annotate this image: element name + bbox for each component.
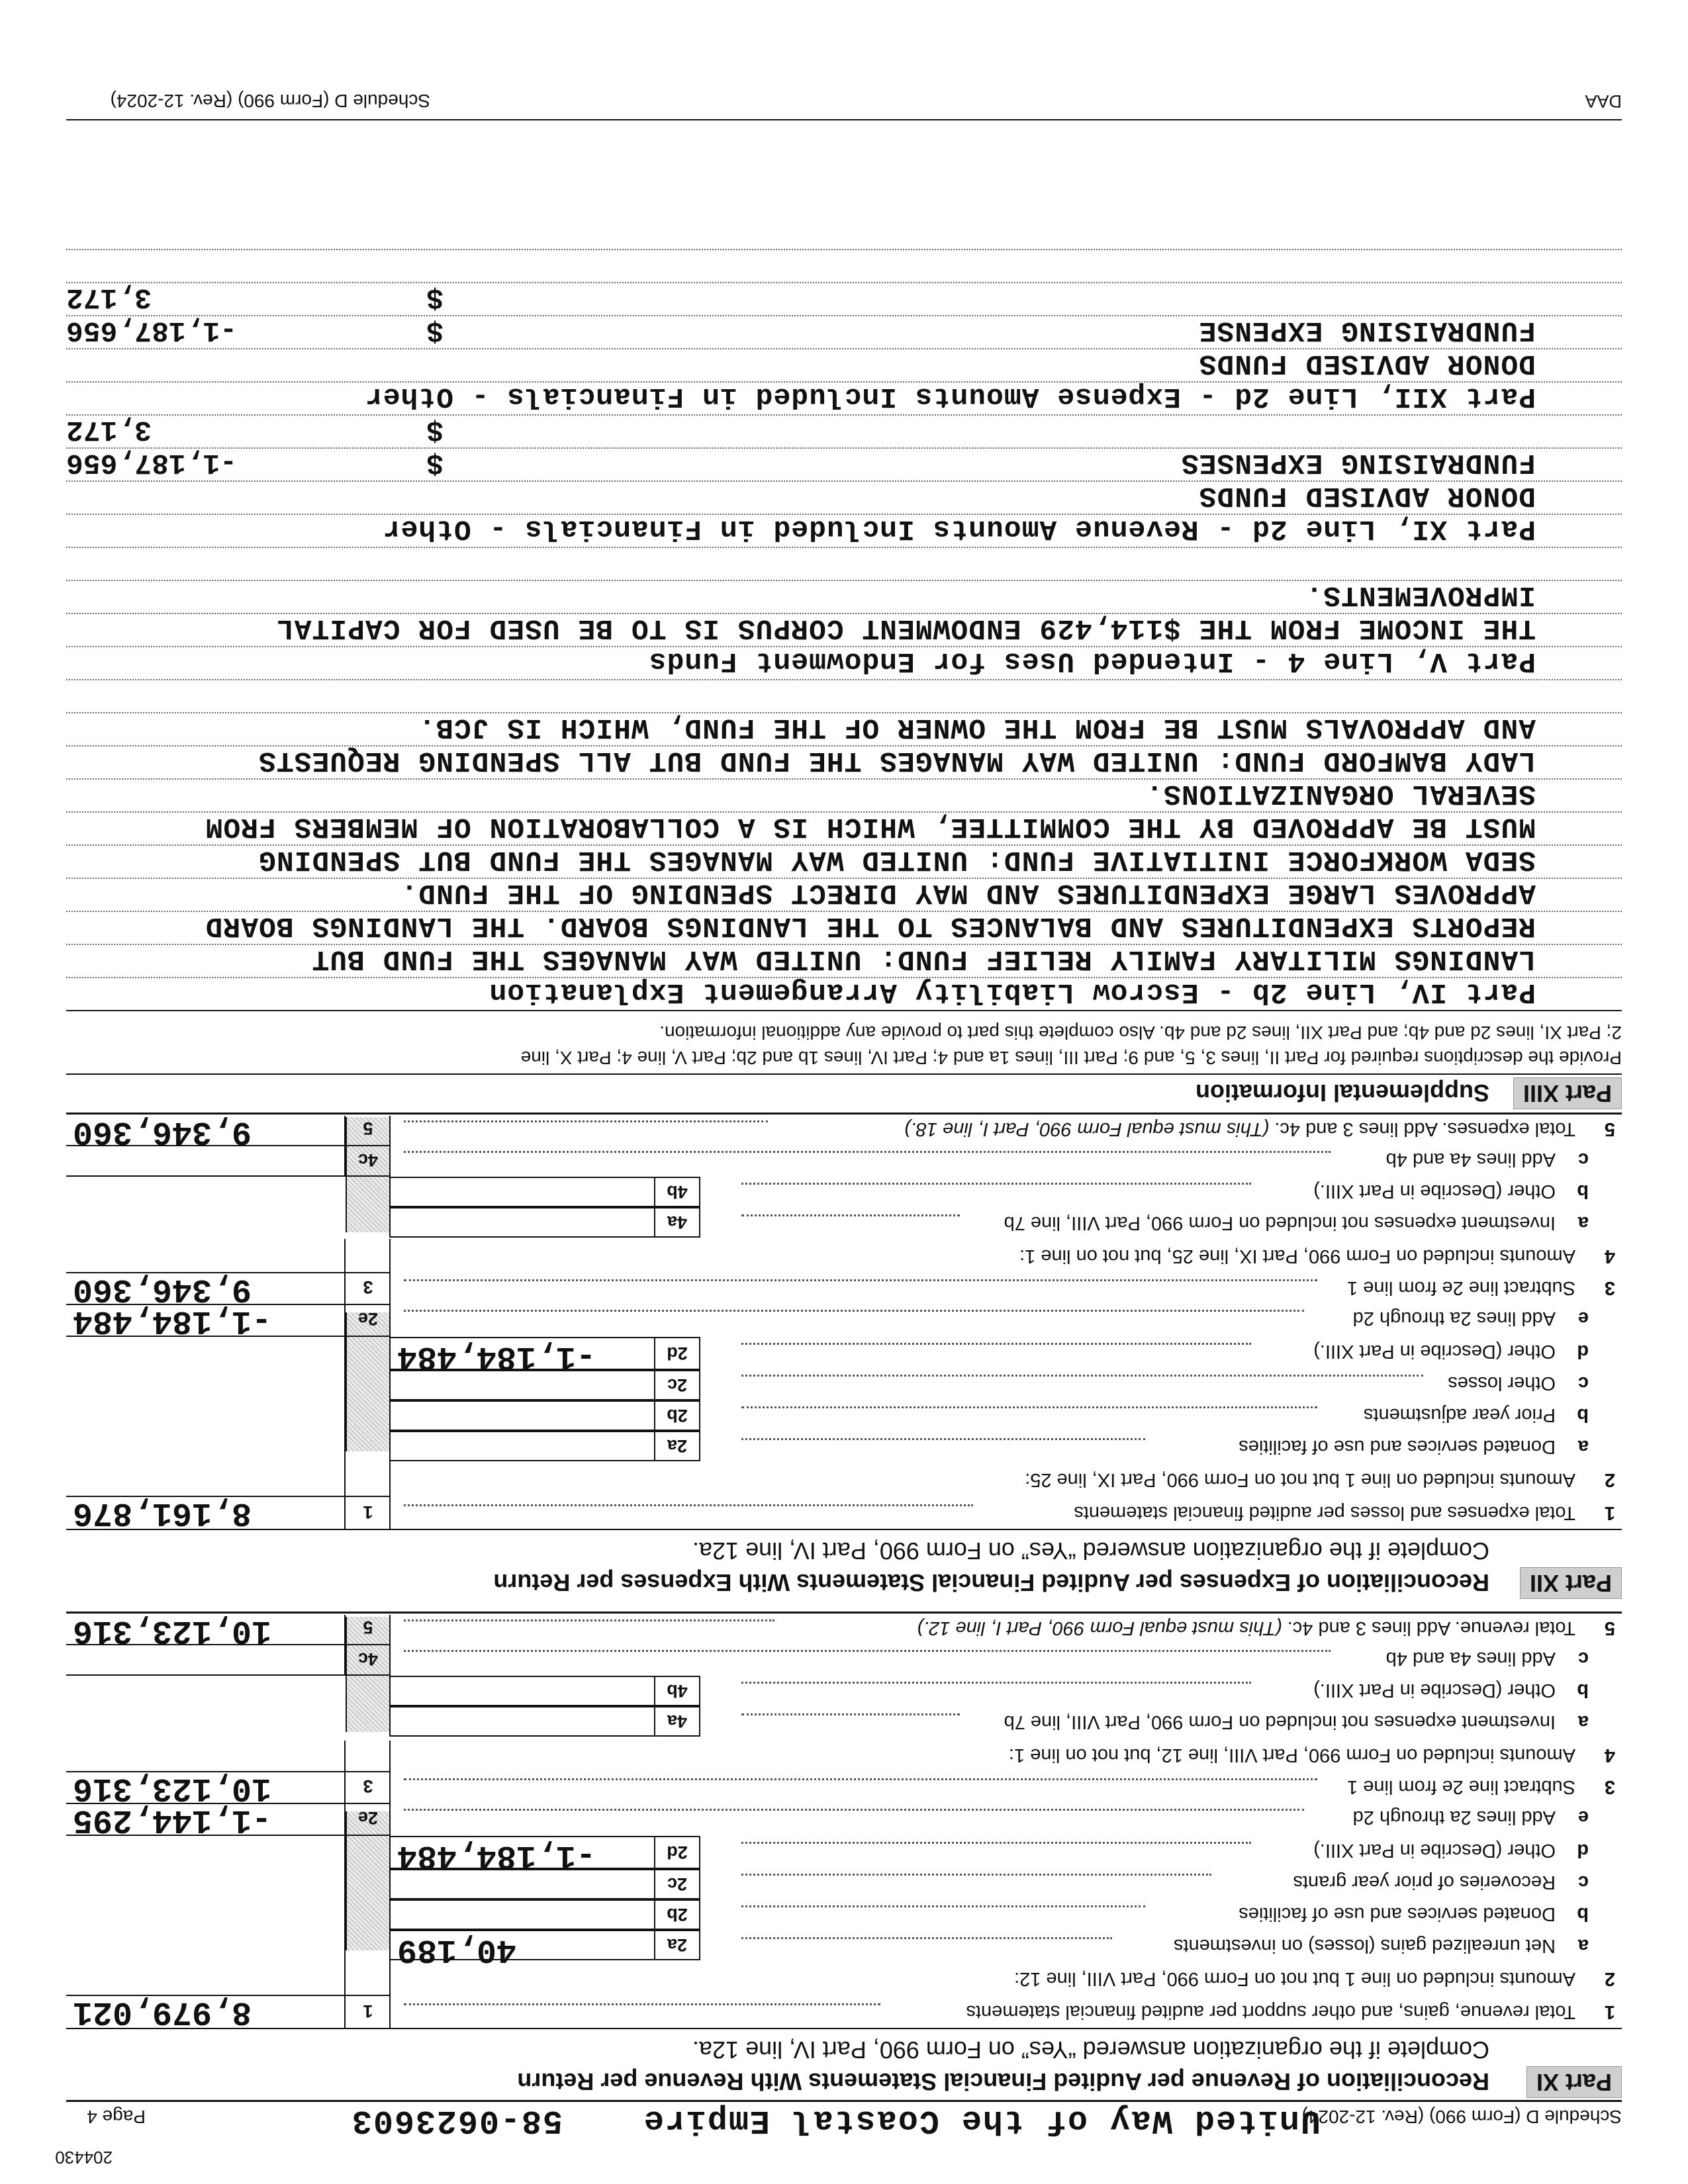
supplemental-text-line: DONOR ADVISED FUNDS <box>1198 347 1536 380</box>
line-text: Prior year adjustments <box>1363 1404 1556 1426</box>
part-xi-subtitle: Complete if the organization answered “Yes” on Form 990, Part IV, line 12a. <box>692 2036 1489 2064</box>
part-xii-title: Reconciliation of Expenses per Audited Financial Statements With Expenses per Return <box>493 1569 1489 1596</box>
org-name: United Way of the Coastal Empire <box>642 2101 1321 2139</box>
amount-field[interactable] <box>389 1706 655 1737</box>
amount-field[interactable]: -1,184,484 <box>397 1338 596 1375</box>
header-rule <box>66 2100 1622 2102</box>
supplemental-text-line: MUST BE APPROVED BY THE COMMITTEE, WHICH IS A COLLABORATION OF MEMBERS FROM <box>205 811 1536 843</box>
part-xi-tag: Part XI <box>1526 2066 1622 2098</box>
ein: 58-0623603 <box>350 2101 563 2139</box>
amount-field[interactable] <box>389 1431 655 1461</box>
text-line-rule <box>66 778 1622 780</box>
line-text: Amounts included on Form 990, Part IX, line 25, but not on line 1: <box>1019 1246 1575 1267</box>
line-text: Amounts included on Form 990, Part VIII, line 12, but not on line 1: <box>1009 1745 1575 1766</box>
supplemental-text-line: APPROVES LARGE EXPENDITURES AND MAY DIRECT SPENDING OF THE FUND. <box>400 877 1536 909</box>
text-line-rule <box>66 480 1622 482</box>
line-text: Subtract line 2e from line 1 <box>1347 1776 1575 1797</box>
line-text: Net unrealized gains (losses) on investments <box>1173 1935 1556 1956</box>
part-xi-title: Reconciliation of Revenue per Audited Financial Statements With Revenue per Return <box>517 2068 1489 2095</box>
line-text: Other (Describe in Part XIII.) <box>1313 1181 1556 1202</box>
text-line-rule <box>66 348 1622 349</box>
text-line-rule <box>66 745 1622 747</box>
part-xii-tag: Part XII <box>1520 1567 1622 1599</box>
text-line-rule <box>66 514 1622 515</box>
supplemental-text-line: THE INCOME FROM THE $114,429 ENDOWMENT CORPUS IS TO BE USED FOR CAPITAL <box>275 612 1536 645</box>
amount-field[interactable] <box>389 1676 655 1706</box>
amount-field[interactable]: 8,979,021 <box>73 1993 252 2030</box>
donor-advised-amount: -1,187,656 <box>66 314 238 347</box>
text-line-rule <box>66 844 1622 846</box>
supplemental-text-line: Part XII, Line 2d - Expense Amounts Included in Financials - Other <box>364 381 1536 413</box>
amount-field[interactable]: -1,184,484 <box>397 1837 596 1874</box>
supplemental-text-line: LANDINGS MILITARY FAMILY RELIEF FUND: UNITED WAY MANAGES THE FUND BUT <box>311 943 1536 976</box>
amount-field[interactable]: 40,189 <box>397 1931 517 1968</box>
text-line-rule <box>66 878 1622 879</box>
text-line-rule <box>66 580 1622 581</box>
donor-advised-amount: -1,187,656 <box>66 447 238 479</box>
supplemental-text-line: Part V, Line 4 - Intended Uses for Endowment Funds <box>648 645 1536 678</box>
line-text: Add lines 2a through 2d <box>1352 1807 1556 1828</box>
amount-field[interactable]: 10,123,316 <box>73 1769 272 1807</box>
supplemental-text-line: REPORTS EXPENDITURES AND BALANCES TO THE LANDINGS BOARD. THE LANDINGS BOARD <box>205 910 1536 942</box>
fundraising-amount: 3,172 <box>66 414 152 446</box>
supplemental-text-line: DONOR ADVISED FUNDS <box>1198 480 1536 512</box>
line-text: Total expenses. Add lines 3 and 4c. (This must equal Form 990, Part I, line 18.) <box>904 1118 1575 1140</box>
dollar-sign: $ <box>426 314 444 347</box>
line-text: Other (Describe in Part XIII.) <box>1313 1840 1556 1861</box>
amount-field[interactable]: -1,144,295 <box>73 1801 272 1839</box>
fundraising-amount: 3,172 <box>66 281 152 314</box>
text-line-rule <box>66 811 1622 813</box>
amount-field[interactable] <box>389 1400 655 1431</box>
amount-field[interactable] <box>389 1207 655 1238</box>
supplemental-text-line: FUNDRAISING EXPENSE <box>1198 314 1536 347</box>
line-text: Investment expenses not included on Form 990, Part VIII, line 7b <box>1004 1212 1556 1234</box>
line-text: Add lines 4a and 4b <box>1385 1648 1556 1669</box>
supplemental-text-line: LADY BAMFORD FUND: UNITED WAY MANAGES THE FUND BUT ALL SPENDING REQUESTS <box>258 745 1536 777</box>
supplemental-text-line: IMPROVEMENTS. <box>1305 579 1536 612</box>
footer-form-label: Schedule D (Form 990) (Rev. 12-2024) <box>110 91 430 111</box>
footer-daa: DAA <box>1585 91 1622 111</box>
text-line-rule <box>66 679 1622 680</box>
text-line-rule <box>66 712 1622 713</box>
part-xiii-title: Supplemental Information <box>1195 1079 1489 1107</box>
supplemental-text-line: Part IV, Line 2b - Escrow Liability Arrangement Explanation <box>489 976 1536 1009</box>
supplemental-text-line: Part XI, Line 2d - Revenue Amounts Included in Financials - Other <box>382 513 1536 545</box>
shaded-cell <box>346 1811 391 1950</box>
line-text: Subtract line 2e from line 1 <box>1347 1277 1575 1298</box>
amount-field[interactable] <box>389 1899 655 1930</box>
amount-field[interactable]: 9,346,360 <box>73 1270 252 1308</box>
form-code: 204430 <box>55 2148 113 2167</box>
line-text: Investment expenses not included on Form 990, Part VIII, line 7b <box>1004 1711 1556 1733</box>
part-xiii-instructions: 2; Part XI, lines 2d and 4b; and Part XII, lines 2d and 4b. Also complete this part to provide any additional information. <box>659 1023 1622 1043</box>
text-line-rule <box>66 911 1622 912</box>
line-text: Donated services and use of facilities <box>1239 1903 1556 1925</box>
amount-field[interactable]: 10,123,316 <box>73 1612 272 1649</box>
line-text: Amounts included on line 1 but not on Form 990, Part VIII, line 12: <box>1014 1968 1575 1989</box>
line-text: Other (Describe in Part XIII.) <box>1313 1341 1556 1362</box>
text-line-rule <box>66 547 1622 548</box>
page-number: Page 4 <box>87 2107 146 2127</box>
supplemental-text-line: SEDA WORKFORCE INITIATIVE FUND: UNITED WAY MANAGES THE FUND BUT SPENDING <box>258 844 1536 876</box>
line-text: Amounts included on line 1 but not on Form 990, Part IX, line 25: <box>1025 1469 1575 1490</box>
schedule-d-page: 204430 Schedule D (Form 990) (Rev. 12-2024) United Way of the Coastal Empire 58-0623603 Page 4 Part XI Reconciliation of Revenue per Audited Financial Statements With Revenue per Return Complete if the organization answered “Yes” on Form 990, Part IV, line 12a. 1 Total revenue, gains, and other support per audited financial statements 1 8,979,021 2 Amounts included on line 1 but not on Form 990, Part VIII, line 12: a Net unrealized gains (losses) on investments 2a 40,189 b Donated services and use of facilities 2b c Recoveries of prior year grants 2c d Other (Describe in Part XIII.) 2d -1,184,484 e Add lines 2a through 2d 2e -1,144,295 3 Subtract line 2e from line 1 3 10,123,316 4 Amounts included on Form 990, Part VIII, line 12, but not on line 1: a Investment expenses not included on Form 990, Part VIII, line 7b 4a b Other (Describe in Part XIII.) 4b c Add lines 4a and 4b 4c 5 Total revenue. Add lines 3 and 4c. (This must equal Form 990, Part I, line 12.) 5 10,123,316 Part XII Reconciliation of Expenses per Audited Financial Statements With Expenses per Return Complete if the organization answered “Yes” on Form 990, Part IV, line 12a. 1 Total expenses and losses per audited financial statements 1 8,161,876 2 Amounts included on line 1 but not on Form 990, Part IX, line 25: a Donated services and use of facilities 2a b Prior year adjustments 2b c Other losses 2c d Other (Describe in Part XIII.) 2d -1,184,484 e Add lines 2a through 2d 2e -1,184,484 3 Subtract line 2e from line 1 3 9,346,360 4 Amounts included on Form 990, Part IX, line 25, but not on line 1: a Investment expenses not included on Form 990, Part VIII, line 7b 4a b Other (Describe in Part XIII.) 4b c Add lines 4a and 4b 4c 5 Total expenses. Add lines 3 and 4c. (This must equal Form 990, Part I, line 18.) 5 9,346,360 Part XIII Supplemental Information Provide the descriptions required for Part II, lines 3, 5, and 9; Part III, lines 1a and 4; Part IV, lines 1b and 2b; Part V, line 4; Part X, line 2; Part XI, lines 2d and 4b; and Part XII, lines 2d and 4b. Also complete this part to provide any additional information. Part IV, Line 2b - Escrow Liability Arrangement Explanation LANDINGS MILITARY FAMILY RELIEF FUND: UNITED WAY MANAGES THE FUND BUT REPORTS EXPENDITURES AND BALANCES TO THE LANDINGS BOARD. THE LANDINGS BOARD APPROVES LARGE EXPENDITURES AND MAY DIRECT SPENDING OF THE FUND. SEDA WORKFORCE INITIATIVE FUND: UNITED WAY MANAGES THE FUND BUT SPENDING MUST BE APPROVED BY THE COMMITTEE, WHICH IS A COLLABORATION OF MEMBERS FROM SEVERAL ORGANIZATIONS. LADY BAMFORD FUND: UNITED WAY MANAGES THE FUND BUT ALL SPENDING REQUESTS AND APPROVALS MUST BE FROM THE OWNER OF THE FUND, WHICH IS JCB. Part V, Line 4 - Intended Uses for Endowment Funds THE INCOME FROM THE $114,429 ENDOWMENT CORPUS IS TO BE USED FOR CAPITAL IMPROVEMENTS. Part XI, Line 2d - Revenue Amounts Included in Financials - Other DONOR ADVISED FUNDS FUNDRAISING EXPENSES Part XII, Line 2d - Expense Amounts Included in Financials - Other DONOR ADVISED FUNDS FUNDRAISING EXPENSE $ -1,187,656 $ 3,172 $ -1,187,656 $ 3,172 DAA Schedule D (Form 990) (Rev. 12-2024) <box>0 0 1688 2184</box>
supplemental-text-line: SEVERAL ORGANIZATIONS. <box>1145 778 1536 810</box>
dollar-sign: $ <box>426 447 444 479</box>
dollar-sign: $ <box>426 414 444 446</box>
text-line-rule <box>66 613 1622 614</box>
line-text: Total revenue. Add lines 3 and 4c. (This must equal Form 990, Part I, line 12.) <box>917 1617 1575 1639</box>
amount-field[interactable]: 9,346,360 <box>73 1113 252 1150</box>
text-line-rule <box>66 249 1622 250</box>
amount-field[interactable]: -1,184,484 <box>73 1302 272 1340</box>
text-line-rule <box>66 646 1622 647</box>
text-line-rule <box>66 447 1622 449</box>
part-xiii-instructions: Provide the descriptions required for Part II, lines 3, 5, and 9; Part III, lines 1a and 4; Part IV, lines 1b and 2b; Part V, line 4; Part X, line <box>520 1048 1622 1068</box>
line-text: Other (Describe in Part XIII.) <box>1313 1680 1556 1701</box>
line-text: Total revenue, gains, and other support per audited financial statements <box>966 2001 1575 2023</box>
part-xii-subtitle: Complete if the organization answered “Yes” on Form 990, Part IV, line 12a. <box>692 1537 1489 1565</box>
line-text: Add lines 2a through 2d <box>1352 1308 1556 1329</box>
line-text: Recoveries of prior year grants <box>1293 1872 1556 1893</box>
line-text: Add lines 4a and 4b <box>1385 1149 1556 1170</box>
part-xiii-tag: Part XIII <box>1513 1077 1622 1109</box>
supplemental-text-line: FUNDRAISING EXPENSES <box>1180 447 1536 479</box>
text-line-rule <box>66 944 1622 945</box>
text-line-rule <box>66 282 1622 283</box>
amount-field[interactable] <box>389 1177 655 1207</box>
supplemental-text-line: AND APPROVALS MUST BE FROM THE OWNER OF THE FUND, WHICH IS JCB. <box>418 711 1536 744</box>
amount-field[interactable]: 8,161,876 <box>73 1494 252 1531</box>
line-text: Total expenses and losses per audited financial statements <box>1074 1502 1575 1524</box>
line-text: Other losses <box>1448 1373 1556 1394</box>
text-line-rule <box>66 381 1622 383</box>
text-line-rule <box>66 977 1622 978</box>
shaded-cell <box>346 1312 391 1451</box>
line-text: Donated services and use of facilities <box>1239 1436 1556 1457</box>
text-line-rule <box>66 315 1622 316</box>
text-line-rule <box>66 414 1622 416</box>
dollar-sign: $ <box>426 281 444 314</box>
header-form-label: Schedule D (Form 990) (Rev. 12-2024) <box>1301 2107 1622 2127</box>
